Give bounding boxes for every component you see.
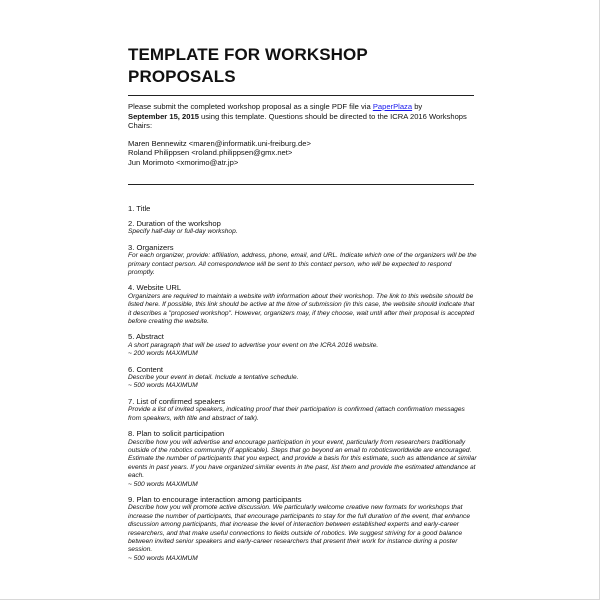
section-item <box>128 283 478 326</box>
intro-text-2: by <box>412 102 423 111</box>
section-description: Provide a list of invited speakers, indicating proof that their participation is confirmed (attach confirmation messages from speakers, with title and abstract of talk). <box>128 406 465 422</box>
section-item <box>128 219 478 237</box>
section-heading: 2. Duration of the workshop <box>128 218 221 228</box>
intro-paragraph <box>128 102 478 131</box>
chair-entry: Jun Morimoto <xmorimo@atr.jp> <box>128 157 239 167</box>
section-item <box>128 495 478 563</box>
section-item <box>128 397 478 423</box>
section-item <box>128 365 478 391</box>
word-limit: ~ 500 words MAXIMUM <box>128 554 198 562</box>
section-description: Describe how you will advertise and encourage participation in your event, particularly from researchers traditionally outside of the robotics community (if applicable). Steps that go beyond an email to roboticsworldwide are encouraged. Estimate the number of participants that you expect, and provide a basis for this estimate, such as attendance at similar events in past years. If you have organized similar events in the past, list them and provide the estimated attendance at each. <box>128 438 477 480</box>
chairs-list <box>128 139 478 168</box>
section-description: Describe how you will promote active discussion. We particularly welcome creative new formats for workshops that increase the number of participants, that encourage participants to stay for the full duration of the event, that enhance discussion among participants, that increase the level of interaction between established experts and early-career researchers, and that make useful connections to fields outside of robotics. We suggest striving for a good balance between invited senior speakers and early-career researchers that present their work for instance during a poster session. <box>128 504 470 554</box>
deadline-date: September 15, 2015 <box>128 111 199 121</box>
chairs-divider <box>128 184 474 185</box>
word-limit: ~ 500 words MAXIMUM <box>128 480 198 488</box>
section-heading: 4. Website URL <box>128 283 182 293</box>
intro-text-3: using this template. Questions should be directed to the ICRA 2016 Workshops Chairs: <box>128 111 467 131</box>
section-item <box>128 243 478 278</box>
intro-text-1: Please submit the completed workshop proposal as a single PDF file via <box>128 102 373 111</box>
section-heading: 7. List of confirmed speakers <box>128 396 226 406</box>
section-heading: 9. Plan to encourage interaction among participants <box>128 494 302 504</box>
section-heading: 3. Organizers <box>128 242 174 252</box>
chair-entry: Roland Philippsen <roland.philippsen@gmx.net> <box>128 148 293 158</box>
section-description: A short paragraph that will be used to advertise your event on the ICRA 2016 website. <box>128 341 379 349</box>
section-description: Organizers are required to maintain a website with information about their workshop. The link to this website should be listed here. If possible, this link should be active at the time of submission (in this case, the website should indicate that it describes a "proposed workshop". However, organizers may, if they choose, wait until after their proposal is accepted before creating the website. <box>128 292 475 326</box>
sections-list <box>128 204 478 564</box>
section-description: For each organizer, provide: affiliation, address, phone, email, and URL. Indicate which one of the organizers will be the primary contact person. All correspondence will be sent to this contact person, who will be expected to respond promptly. <box>128 252 477 276</box>
section-item <box>128 332 478 358</box>
title-divider <box>128 95 474 96</box>
section-description: Specify half-day or full-day workshop. <box>128 228 238 236</box>
section-description: Describe your event in detail. Include a tentative schedule. <box>128 374 299 382</box>
chair-entry: Maren Bennewitz <maren@informatik.uni-freiburg.de> <box>128 138 311 148</box>
document-title: TEMPLATE FOR WORKSHOP PROPOSALS <box>128 45 368 86</box>
word-limit: ~ 500 words MAXIMUM <box>128 382 198 390</box>
word-limit: ~ 200 words MAXIMUM <box>128 350 198 358</box>
section-heading: 1. Title <box>128 203 151 213</box>
section-heading: 5. Abstract <box>128 332 164 342</box>
section-heading: 6. Content <box>128 364 164 374</box>
section-item <box>128 204 478 213</box>
section-item <box>128 429 478 489</box>
paperplaza-link[interactable]: PaperPlaza <box>372 102 413 111</box>
section-heading: 8. Plan to solicit participation <box>128 429 225 439</box>
document-content <box>128 44 478 569</box>
